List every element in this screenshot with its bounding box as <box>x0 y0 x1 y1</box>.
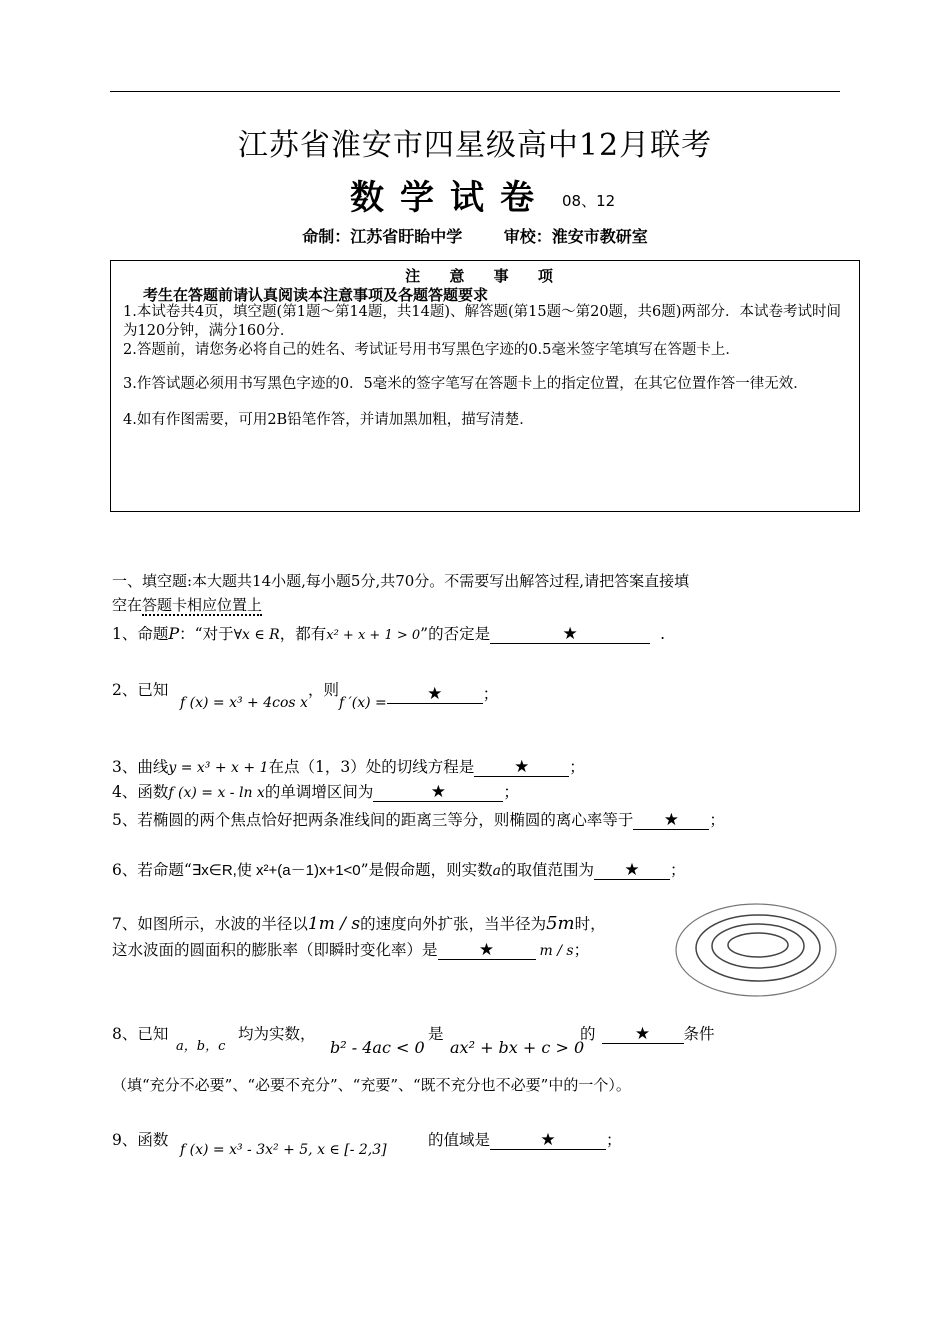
answer-blank <box>490 625 650 644</box>
compiler: 命制：江苏省盱眙中学 <box>302 227 463 246</box>
question-2-expr: f (x) = x³ + 4cos x，则f ′(x) = ★ ； <box>180 681 499 711</box>
question-8-end: 的 ★ 条件 <box>580 1024 715 1044</box>
question-5: 5、若椭圆的两个焦点恰好把两条准线间的距离三等分，则椭圆的离心率等于 ★ ； <box>112 810 725 830</box>
question-8: 8、已知 <box>112 1025 169 1043</box>
question-8-expr2: ax² + bx + c > 0 <box>450 1038 585 1057</box>
notice-item-4: 4.如有作图需要，可用2B铅笔作答，并请加黑加粗，描写清楚． <box>123 412 534 428</box>
exam-title: 江苏省淮安市四星级高中12月联考 <box>237 128 713 163</box>
editors-line <box>0 224 950 247</box>
notice-item-2: 2.答题前，请您务必将自己的姓名、考试证号用书写黑色字迹的0.5毫米签字笔填写在答题卡上． <box>123 342 740 358</box>
star-icon: ★ <box>427 684 443 704</box>
question-1: 1、命题P：“对于∀x ∈ R，都有x² + x + 1 > 0”的否定是 ★ . <box>112 624 666 644</box>
question-6: 6、若命题“∃x∈R,使 x²+(a－1)x+1<0”是假命题，则实数a的取值范围为 ★ ； <box>112 860 686 880</box>
reviewer: 审校：淮安市教研室 <box>503 227 648 246</box>
question-8-shi: 是 <box>428 1025 444 1043</box>
header-rule <box>110 91 840 92</box>
answer-blank <box>438 941 536 960</box>
question-7-line2: 这水波面的圆面积的膨胀率（即瞬时变化率）是 ★ m / s； <box>112 940 590 960</box>
answer-blank <box>602 1025 684 1044</box>
exam-date: 08、12 <box>562 192 616 210</box>
question-8-expr1: b² - 4ac < 0 <box>330 1038 425 1057</box>
answer-blank <box>490 1131 606 1150</box>
star-icon: ★ <box>514 757 530 777</box>
question-4: 4、函数f (x) = x - ln x的单调增区间为 ★ ； <box>112 782 519 802</box>
question-3: 3、曲线y = x³ + x + 1在点（1，3）处的切线方程是 ★ ； <box>112 757 585 777</box>
question-9: 9、函数 <box>112 1131 169 1149</box>
notice-box <box>110 260 860 512</box>
answer-blank <box>594 861 670 880</box>
water-wave-figure <box>672 900 840 1000</box>
wave-ring <box>696 915 820 981</box>
star-icon: ★ <box>624 860 640 880</box>
notice-subtitle: 考生在答题前请认真阅读本注意事项及各题答题要求 <box>143 286 489 304</box>
notice-title: 注 意 事 项 <box>405 267 565 285</box>
answer-blank <box>474 758 569 777</box>
question-8-line2: （填“充分不必要”、“必要不充分”、“充要”、“既不充分也不必要”中的一个）。 <box>112 1076 631 1094</box>
question-8-vars: a，b，c <box>176 1039 226 1054</box>
wave-ring <box>676 904 836 996</box>
star-icon: ★ <box>430 782 446 802</box>
answer-blank <box>633 811 709 830</box>
wave-ring <box>728 933 788 957</box>
question-2: 2、已知 <box>112 681 169 699</box>
question-9-end: 的值域是 ★ ； <box>428 1130 622 1150</box>
star-icon: ★ <box>663 810 679 830</box>
section-heading: 一、填空题:本大题共14小题,每小题5分,共70分。不需要写出解答过程,请把答案直接填 <box>112 572 690 590</box>
star-icon: ★ <box>540 1130 556 1150</box>
answer-blank <box>387 685 483 704</box>
star-icon: ★ <box>478 940 495 960</box>
star-icon: ★ <box>634 1024 651 1044</box>
star-icon: ★ <box>562 624 578 644</box>
wave-ring <box>712 924 804 968</box>
dotted-emphasis: 答题卡相应位置上 <box>142 596 263 614</box>
answer-blank <box>373 783 503 802</box>
question-7: 7、如图所示，水波的半径以1m / s的速度向外扩张，当半径为5m时， <box>112 913 606 934</box>
question-8-mid: 均为实数， <box>238 1025 316 1043</box>
section-heading-line2: 空在答题卡相应位置上 <box>112 596 263 614</box>
notice-item-1: 1.本试卷共4页，填空题(第1题～第14题，共14题)、解答题(第15题～第20题，共6题)两部分．本试卷考试时间为120分钟，满分160分． <box>123 304 841 339</box>
exam-subtitle: 数学试卷 <box>350 178 550 218</box>
question-9-expr: f (x) = x³ - 3x² + 5, x ∈ [- 2,3] <box>180 1142 387 1158</box>
notice-item-3: 3.作答试题必须用书写黑色字迹的0．5毫米的签字笔写在答题卡上的指定位置，在其它位置作答一律无效． <box>123 376 808 392</box>
